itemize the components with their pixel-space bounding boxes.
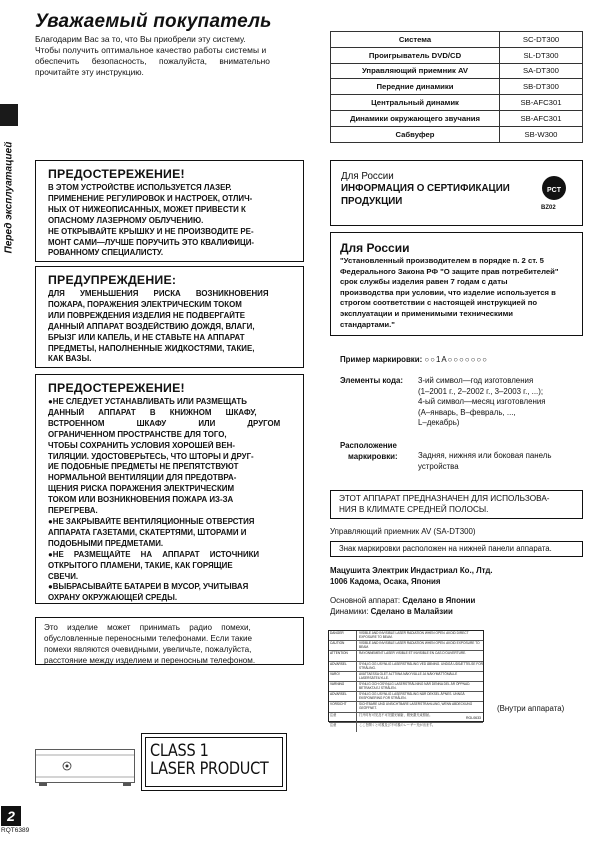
class-label-line1: CLASS 1: [150, 742, 209, 761]
label-key: 注意: [329, 713, 357, 722]
climate-line: НИЯ В КЛИМАТЕ СРЕДНЕЙ ПОЛОСЫ.: [339, 504, 489, 514]
system-components-table: [330, 31, 583, 143]
inside-unit-note: (Внутри аппарата): [497, 704, 565, 713]
caution-line: ●НЕ ЗАКРЫВАЙТЕ ВЕНТИЛЯЦИОННЫЕ ОТВЕРСТИЯ: [48, 516, 255, 526]
cert-code: BZ02: [541, 205, 556, 211]
intro-text: [35, 34, 305, 78]
table-key: Управляющий приемник AV: [331, 63, 500, 79]
laser-warning-label: [328, 630, 484, 727]
page-title: Уважаемый покупатель: [35, 11, 272, 32]
class-label-line2: LASER PRODUCT: [150, 760, 269, 779]
caution-line: АППАРАТА ГАЗЕТАМИ, СКАТЕРТЯМИ, ШТОРАМИ И: [48, 527, 247, 537]
label-key: DANGER: [329, 631, 357, 640]
caution-line: ТИЛЯЦИИ. УДОСТОВЕРЬТЕСЬ, ЧТО ШТОРЫ И ДРУГ-: [48, 451, 254, 461]
label-text: 打开时有可见及不可见激光辐射，避免激光束照射。: [359, 712, 433, 717]
table-row: [331, 63, 583, 79]
marking-value: ○○1А○○○○○○○: [424, 355, 488, 364]
label-code: RGL0633: [466, 716, 481, 720]
label-row: [329, 682, 483, 692]
service-life-line: эксплуатации и применимыми техническими: [340, 308, 514, 318]
code-element-line: (1–2001 г., 2–2002 г., 3–2003 г., ...);: [418, 386, 544, 396]
warning-line: ПРЕДМЕТЫ, НАПОЛНЕННЫЕ ЖИДКОСТЯМИ, ТАКИЕ,: [48, 343, 255, 353]
service-life-line: Федерального Закона РФ "О защите прав потребителей": [340, 266, 559, 276]
climate-note-box: [330, 490, 583, 519]
table-key: Динамики окружающего звучания: [331, 110, 500, 126]
location-line: устройства: [418, 461, 459, 471]
label-row: [329, 631, 483, 641]
service-life-line: стандартами.": [340, 319, 395, 329]
table-value: SC-DT300: [500, 32, 583, 48]
label-key: 注意: [329, 723, 357, 732]
caution-line: ДАННЫЙ АППАРАТ В КНИЖНОМ ШКАФУ,: [48, 407, 257, 417]
climate-line: ЭТОТ АППАРАТ ПРЕДНАЗНАЧЕН ДЛЯ ИСПОЛЬЗОВА-: [339, 494, 550, 503]
caution-line: НЫХ ОТ НИЖЕОПИСАННЫХ, МОЖЕТ ПРИВЕСТИ К: [48, 204, 246, 214]
caution-line: МОНТ САМИ—ЛУЧШЕ ПОРУЧИТЬ ЭТО КВАЛИФИЦИ-: [48, 237, 255, 247]
cert-title-2: ПРОДУКЦИИ: [341, 196, 403, 207]
table-row: [331, 110, 583, 126]
table-value: SA-DT300: [500, 63, 583, 79]
caution-line: ЧТОБЫ СОХРАНИТЬ УСЛОВИЯ ХОРОШЕЙ ВЕН-: [48, 440, 235, 450]
code-element-line: 3-ий символ—год изготовления: [418, 376, 534, 385]
receiver-label: Управляющий приемник AV (SA-DT300): [330, 527, 476, 536]
warning-line: КАК ВАЗЫ.: [48, 354, 92, 364]
rst-certification-logo: [542, 176, 566, 200]
label-row: [329, 672, 483, 682]
label-row: [329, 723, 483, 732]
caution-line: ●НЕ СЛЕДУЕТ УСТАНАВЛИВАТЬ ИЛИ РАЗМЕЩАТЬ: [48, 397, 247, 406]
cert-title: ИНФОРМАЦИЯ О СЕРТИФИКАЦИИ: [341, 183, 510, 194]
table-value: SL-DT300: [500, 47, 583, 63]
origin-main-value: Сделано в Японии: [402, 596, 476, 605]
label-key: CAUTION: [329, 641, 357, 650]
caution-heading: ПРЕДОСТЕРЕЖЕНИЕ!: [48, 167, 185, 181]
table-row: [331, 32, 583, 48]
label-row: [329, 662, 483, 672]
label-text: AVATTAESSA OLET ALTTIINA NÄKYVÄLLE JA NÄKYMÄTTÖMÄLLE LASERSÄTEILYLLE.: [359, 671, 458, 680]
receiver-illustration: [35, 749, 135, 789]
label-row: [329, 692, 483, 702]
section-side-label: Перед эксплуатацией: [3, 141, 15, 254]
section-tab-marker: [0, 104, 18, 126]
label-row: [329, 641, 483, 651]
service-life-line: строгом соответствии с настоящей инструкцией по: [340, 298, 538, 308]
location-label: [340, 441, 398, 462]
origin-main-label: Основной аппарат:: [330, 596, 401, 605]
service-life-line: производства при условии, что изделие используется в: [340, 287, 556, 297]
caution-line: СВЕЧИ.: [48, 571, 79, 581]
table-key: Сабвуфер: [331, 126, 500, 142]
caution-line: ТОКОМ ИЛИ ВОЗНИКНОВЕНИЯ ПОЖАРА ИЗ-ЗА: [48, 495, 234, 505]
warning-line: ДЛЯ УМЕНЬШЕНИЯ РИСКА ВОЗНИКНОВЕНИЯ: [48, 289, 269, 298]
label-text: RAYONNEMENT LASER VISIBLE ET INVISIBLE EN CAS D'OUVERTURE.: [359, 651, 467, 656]
origin-speakers-label: Динамики:: [330, 606, 369, 616]
code-elements-list: [418, 376, 546, 429]
ventilation-caution-box: [35, 374, 304, 604]
intro-line: прочитайте эту инструкцию.: [35, 67, 144, 77]
note-line: Это изделие может принимать радио помехи,: [44, 623, 251, 632]
marking-label: Пример маркировки:: [340, 355, 423, 364]
caution-heading: ПРЕДОСТЕРЕЖЕНИЕ!: [48, 381, 185, 395]
caution-line: ●ВЫБРАСЫВАЙТЕ БАТАРЕИ В МУСОР, УЧИТЫВАЯ: [48, 582, 249, 592]
table-row: [331, 95, 583, 111]
label-text: SYNLIG OCH OSYNLIG LASERSTRÅLNING NÄR DENNA DEL ÄR ÖPPNAD. BETRAKTA EJ STRÅLEN.: [359, 681, 471, 690]
label-key: VARNING: [329, 682, 357, 691]
caution-line: НЕ ОТКРЫВАЙТЕ КРЫШКУ И НЕ ПРОИЗВОДИТЕ РЕ-: [48, 226, 254, 236]
location-label-line: маркировки:: [348, 451, 398, 461]
electric-warning-box: [35, 266, 304, 368]
caution-line: РОВАННОМУ СПЕЦИАЛИСТУ.: [48, 248, 164, 258]
service-life-heading: Для России: [340, 241, 410, 255]
code-element-line: (А–январь, В–февраль, ...,: [418, 407, 516, 417]
intro-line: Благодарим Вас за то, что Вы приобрели эту систему.: [35, 34, 246, 44]
marking-location-box: [330, 541, 583, 557]
note-line: расстояние между изделием и переносным телефоном.: [44, 656, 256, 665]
table-row: [331, 79, 583, 95]
manufacturer-address: 1006 Кадома, Осака, Япония: [330, 576, 441, 586]
laser-caution-box: [35, 160, 304, 262]
caution-line: ИЕ ПОДОБНЫЕ ПРЕДМЕТЫ НЕ ПРЕПЯТСТВУЮТ: [48, 462, 239, 472]
label-text: VISIBLE AND INVISIBLE LASER RADIATION WHEN OPEN. AVOID DIRECT EXPOSURE TO BEAM.: [359, 631, 469, 639]
table-value: SB-W300: [500, 126, 583, 142]
marking-example: [340, 355, 488, 366]
table-value: SB-DT300: [500, 79, 583, 95]
intro-line: Чтобы получить оптимальное качество работы системы и: [35, 45, 267, 55]
service-life-line: "Установленный производителем в порядке п. 2 ст. 5: [340, 256, 544, 265]
label-key: ATTENTION: [329, 651, 357, 660]
table-value: SB-AFC301: [500, 110, 583, 126]
label-text: SYNLIG OG USYNLIG LASERSTRÅLING NÅR DEKSEL ÅPNES. UNNGÅ EKSPONERING FOR STRÅLEN.: [359, 692, 465, 701]
label-text: ここを開くと可視及び不可視のレーザー光が出ます。: [359, 722, 436, 727]
table-value: SB-AFC301: [500, 95, 583, 111]
radio-interference-note: [35, 617, 304, 665]
location-line: Задняя, нижняя или боковая панель: [418, 451, 552, 460]
caution-line: ОХРАНУ ОКРУЖАЮЩЕЙ СРЕДЫ.: [48, 593, 178, 603]
rst-logo-text: PCT: [547, 187, 561, 194]
label-row: [329, 651, 483, 661]
service-life-line: срок службы изделия равен 7 годам с даты: [340, 277, 508, 287]
code-elements-label: Элементы кода:: [340, 376, 403, 385]
warning-line: ДАННЫЙ АППАРАТ ВОЗДЕЙСТВИЮ ДОЖДЯ, ВЛАГИ,: [48, 321, 255, 331]
service-life-box: [330, 232, 583, 336]
label-text: SYNLIG OG USYNLIG LASERSTRÅLING VED ÅBNING. UNDGÅ UDSÆTTELSE FOR STRÅLING.: [359, 661, 483, 670]
note-line: обусловленные переносными телефонами. Если такие: [44, 634, 252, 643]
label-row: [329, 702, 483, 712]
table-key: Передние динамики: [331, 79, 500, 95]
label-key: VARO!: [329, 672, 357, 681]
caution-line: ПЕРЕГРЕВА.: [48, 506, 98, 516]
manufacturer: [330, 566, 493, 587]
caution-line: В ЭТОМ УСТРОЙСТВЕ ИСПОЛЬЗУЕТСЯ ЛАЗЕР.: [48, 183, 232, 192]
code-element-line: 4-ый символ—месяц изготовления: [418, 397, 546, 406]
caution-line: ВСТРОЕННОМ ШКАФУ ИЛИ ДРУГОМ: [48, 418, 281, 428]
warning-line: ИЛИ ПОВРЕЖДЕНИЯ ИЗДЕЛИЯ НЕ ПОДВЕРГАЙТЕ: [48, 310, 246, 320]
caution-line: НОРМАЛЬНОЙ ВЕНТИЛЯЦИИ ДЛЯ ПРЕДОТВРА-: [48, 473, 237, 483]
caution-line: ПРИМЕНЕНИЕ РЕГУЛИРОВОК И НАСТРОЕК, ОТЛИЧ-: [48, 193, 253, 203]
label-key: ADVARSEL: [329, 692, 357, 701]
cert-country: Для России: [341, 171, 394, 182]
code-element-line: L–декабрь): [418, 418, 460, 427]
note-line: помехи являются очевидными, увеличьте, пожалуйста,: [44, 645, 252, 654]
table-row: [331, 126, 583, 142]
location-value: [418, 451, 551, 472]
label-text: VISIBLE AND INVISIBLE LASER RADIATION WHEN OPEN. AVOID EXPOSURE TO BEAM.: [359, 641, 480, 650]
caution-line: ●НЕ РАЗМЕЩАЙТЕ НА АППАРАТ ИСТОЧНИКИ: [48, 549, 260, 559]
page-number: 2: [1, 806, 21, 826]
intro-line: обеспечить безопасность, пожалуйста, внимательно: [35, 56, 270, 66]
table-key: Центральный динамик: [331, 95, 500, 111]
manufacturer-name: Мацушита Электрик Индастриал Ко., Лтд.: [330, 566, 493, 575]
document-code: RQT6389: [1, 827, 30, 834]
label-key: VORSICHT: [329, 702, 357, 711]
warning-line: БРЫЗГ ИЛИ КАПЕЛЬ, И НЕ СТАВЬТЕ НА АППАРАТ: [48, 332, 245, 342]
caution-line: ОПАСНОМУ ЛАЗЕРНОМУ ОБЛУЧЕНИЮ.: [48, 215, 204, 225]
table-key: Проигрыватель DVD/CD: [331, 47, 500, 63]
warning-line: ПОЖАРА, ПОРАЖЕНИЯ ЭЛЕКТРИЧЕСКИМ ТОКОМ: [48, 299, 242, 309]
caution-line: ОТКРЫТОГО ПЛАМЕНИ, ТАКИЕ, КАК ГОРЯЩИЕ: [48, 560, 233, 570]
table-key: Система: [331, 32, 500, 48]
caution-line: ПОДОБНЫМИ ПРЕДМЕТАМИ.: [48, 538, 164, 548]
label-row: [329, 713, 483, 723]
class1-laser-label: [141, 733, 287, 791]
origin-speakers-value: Сделано в Малайзии: [370, 606, 453, 616]
warning-heading: ПРЕДУПРЕЖДЕНИЕ:: [48, 273, 177, 287]
table-row: [331, 47, 583, 63]
marking-note: Знак маркировки расположен на нижней панели аппарата.: [339, 544, 552, 553]
origin-info: [330, 596, 475, 617]
caution-line: ЩЕНИЯ РИСКА ПОРАЖЕНИЯ ЭЛЕКТРИЧЕСКИМ: [48, 484, 235, 494]
label-text: SICHTBARE UND UNSICHTBARE LASERSTRAHLUNG, WENN ABDECKUNG GEÖFFNET.: [359, 702, 473, 711]
location-label-line: Расположение: [340, 441, 397, 450]
label-key: ADVARSEL: [329, 662, 357, 671]
caution-line: ОГРАНИЧЕННОМ ПРОСТРАНСТВЕ ДЛЯ ТОГО,: [48, 429, 227, 439]
